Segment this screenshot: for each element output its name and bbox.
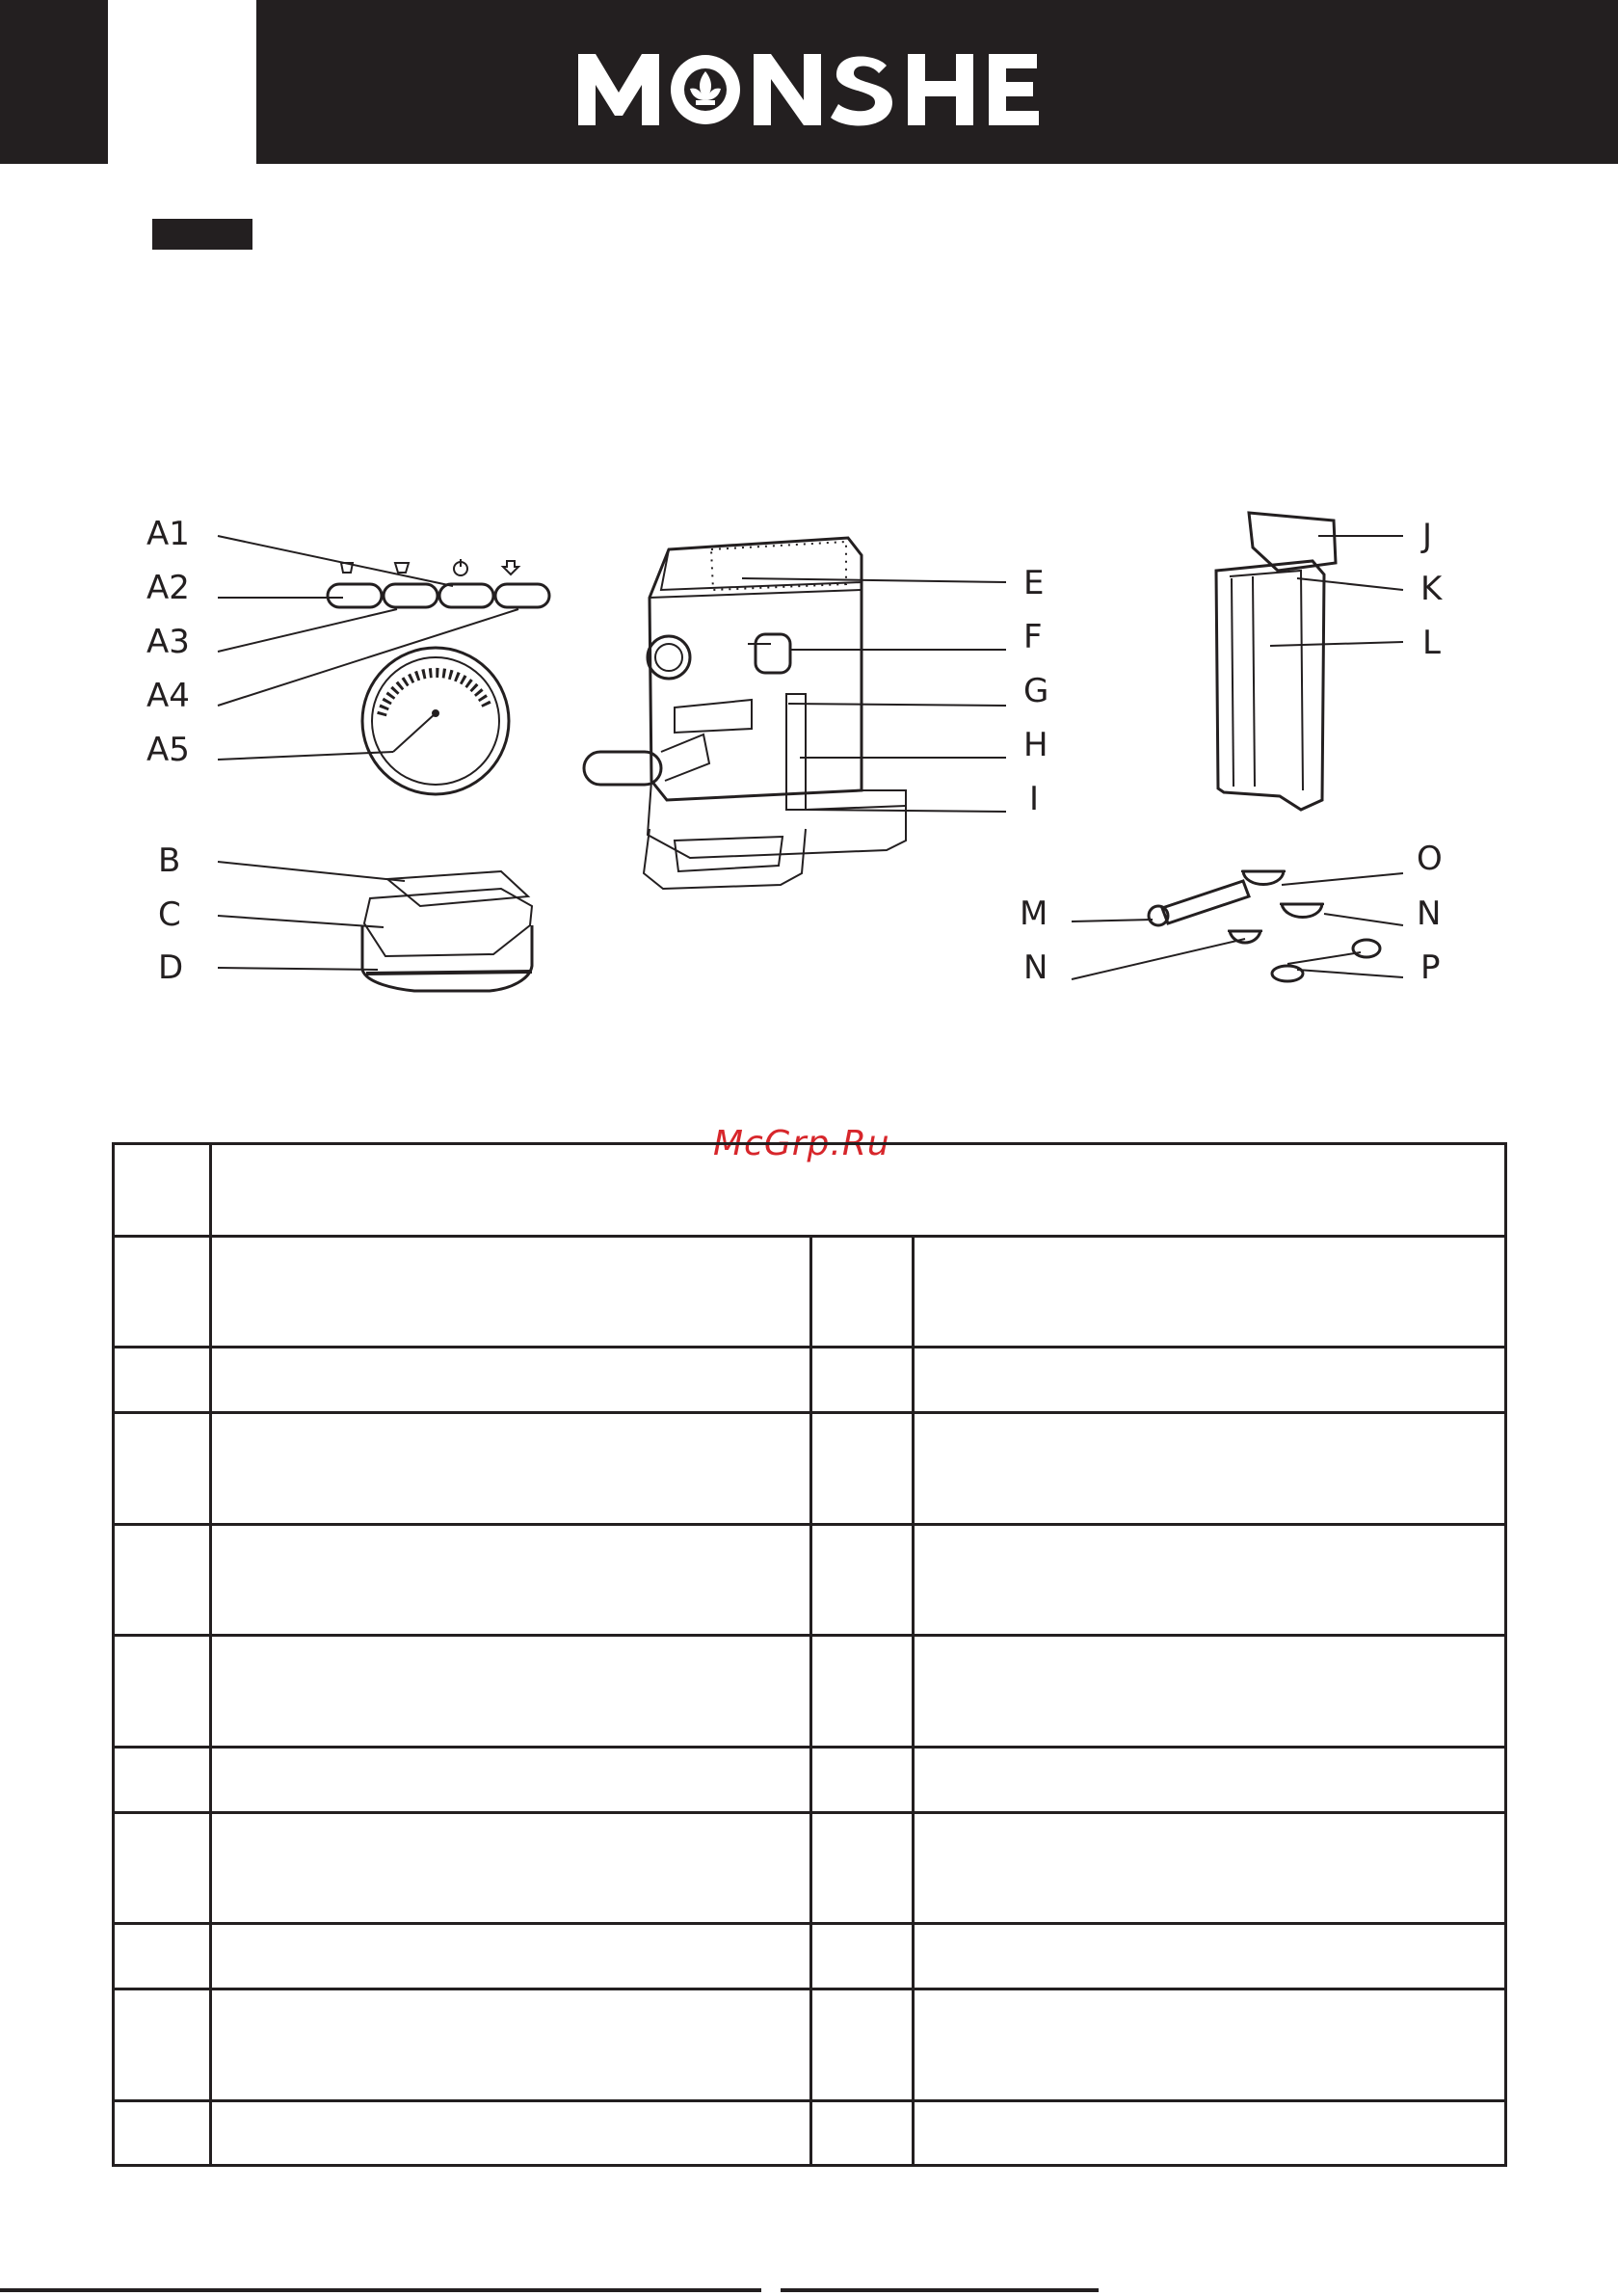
header-gap <box>108 0 256 164</box>
label-d: D <box>158 948 184 987</box>
label-a2: A2 <box>146 569 190 607</box>
parts-table <box>112 1142 1507 2167</box>
label-h: H <box>1023 726 1048 764</box>
brand-logo <box>576 50 1045 127</box>
label-e: E <box>1023 564 1045 602</box>
label-p: P <box>1420 948 1441 987</box>
watermark-text: McGrp.Ru <box>713 1124 890 1163</box>
table-col-divider <box>209 1145 212 2167</box>
label-n-left: N <box>1023 948 1048 987</box>
section-tag <box>152 219 252 250</box>
label-j: J <box>1422 517 1433 555</box>
label-m: M <box>1020 894 1048 933</box>
label-b: B <box>158 841 181 880</box>
parts-illustration <box>0 501 1618 1022</box>
footer-line <box>0 2288 761 2292</box>
label-i: I <box>1029 780 1040 818</box>
label-a4: A4 <box>146 677 190 715</box>
label-c: C <box>158 895 181 934</box>
label-a3: A3 <box>146 623 190 661</box>
table-col-divider <box>809 1235 812 2167</box>
label-a1: A1 <box>146 515 190 553</box>
parts-diagram <box>0 501 1618 1022</box>
label-k: K <box>1420 570 1443 608</box>
label-f: F <box>1023 618 1043 656</box>
table-col-divider <box>912 1235 915 2167</box>
header-bar <box>0 0 1618 164</box>
label-l: L <box>1422 624 1441 662</box>
footer-line <box>781 2288 1099 2292</box>
label-o: O <box>1417 840 1443 878</box>
label-g: G <box>1023 672 1049 710</box>
label-a5: A5 <box>146 731 190 769</box>
header-left-block <box>0 0 108 164</box>
logo-wordmark <box>576 50 1045 127</box>
label-n-right: N <box>1417 894 1442 933</box>
